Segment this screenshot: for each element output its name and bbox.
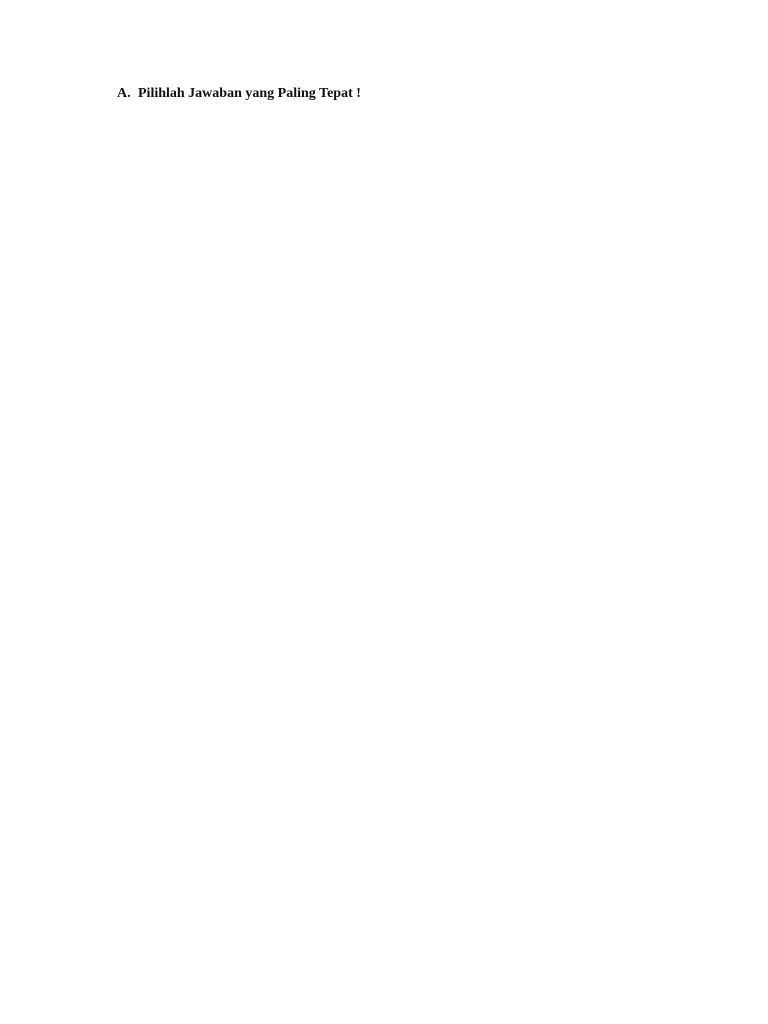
section-title: Pilihlah Jawaban yang Paling Tepat ! xyxy=(138,86,361,101)
section-heading xyxy=(117,86,361,102)
section-letter: A. xyxy=(117,86,131,101)
